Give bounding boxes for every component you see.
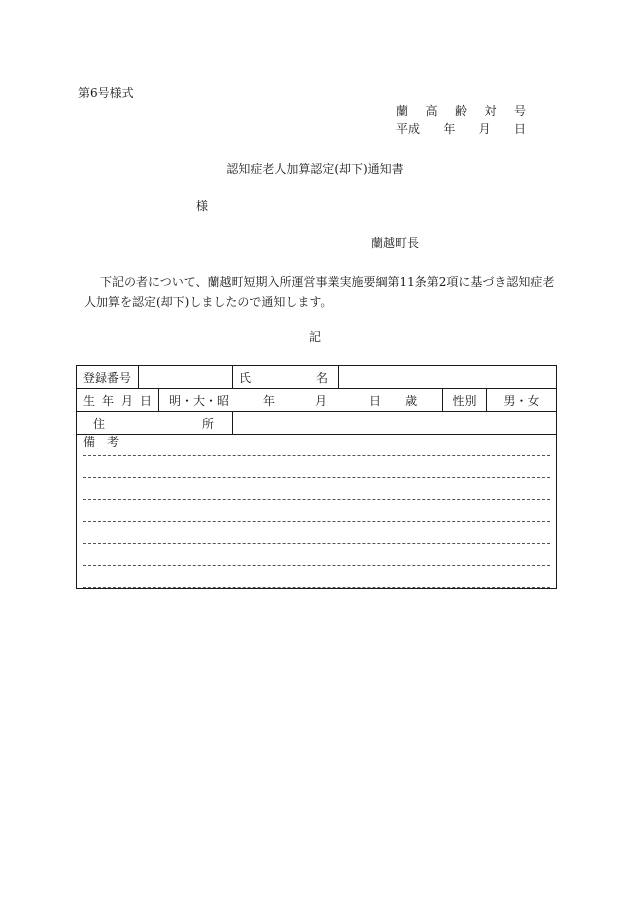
notes-line: [83, 478, 550, 500]
registration-number-field[interactable]: [139, 366, 233, 389]
sex-label-cell: [443, 389, 487, 412]
table-row-notes: [77, 435, 557, 589]
notes-line: [83, 544, 550, 566]
notes-label: [83, 435, 119, 449]
name-label-char: 名: [315, 370, 328, 385]
notes-line: [83, 500, 550, 522]
docnum-char: 高: [425, 104, 438, 118]
birth-month-unit: 月: [315, 393, 328, 408]
docnum-char: 号: [513, 104, 526, 118]
birthdate-label-char: 年: [101, 393, 114, 408]
name-field[interactable]: [339, 366, 557, 389]
notes-label-char: 考: [106, 435, 119, 449]
addressee-suffix: 様: [196, 199, 209, 213]
date-line: [396, 122, 526, 136]
name-label-char: 氏: [239, 370, 252, 385]
date-month: 月: [478, 122, 491, 136]
address-label-cell: [77, 412, 233, 435]
sex-options-cell[interactable]: [487, 389, 557, 412]
table-row-birthdate: [77, 389, 557, 412]
document-title: 認知症老人加算認定(却下)通知書: [226, 162, 404, 176]
notes-line: [83, 449, 550, 456]
docnum-char: 蘭: [396, 104, 409, 118]
document-number-line: [396, 104, 526, 118]
address-label-char: 住: [93, 416, 106, 431]
table-row-registration: [77, 366, 557, 389]
notes-label-char: 備: [83, 435, 96, 449]
era-options: 明・大・昭: [169, 393, 230, 408]
birth-year-unit: 年: [263, 393, 276, 408]
birthdate-label-char: 生: [83, 393, 96, 408]
notes-line: [83, 566, 550, 588]
docnum-char: 齢: [454, 104, 467, 118]
birthdate-field[interactable]: [159, 389, 443, 412]
form-number: 第6号様式: [78, 86, 134, 100]
birth-day-unit: 日: [369, 393, 382, 408]
age-unit: 歳: [405, 393, 418, 408]
registration-label-cell: [77, 366, 139, 389]
registration-label: 登録番号: [83, 370, 132, 385]
notes-field[interactable]: [77, 435, 557, 589]
address-field[interactable]: [233, 412, 557, 435]
date-day: 日: [513, 122, 526, 136]
sex-label: 性別: [452, 393, 477, 408]
notes-line: [83, 522, 550, 544]
sender-name: 蘭越町長: [371, 236, 420, 250]
table-row-address: [77, 412, 557, 435]
docnum-char: 対: [484, 104, 497, 118]
notes-line: [83, 456, 550, 478]
body-text: 下記の者について、蘭越町短期入所運営事業実施要綱第11条第2項に基づき認知症老人加算を認定(却下)しましたので通知します。: [84, 275, 555, 309]
date-era: 平成: [396, 122, 421, 136]
address-label-char: 所: [201, 416, 214, 431]
birthdate-label-char: 月: [120, 393, 133, 408]
date-year: 年: [443, 122, 456, 136]
birthdate-label-char: 日: [139, 393, 152, 408]
ki-heading: 記: [308, 330, 321, 344]
name-label-cell: [233, 366, 339, 389]
details-table: [76, 365, 557, 589]
birthdate-label-cell: [77, 389, 159, 412]
sex-options: 男・女: [503, 393, 540, 408]
